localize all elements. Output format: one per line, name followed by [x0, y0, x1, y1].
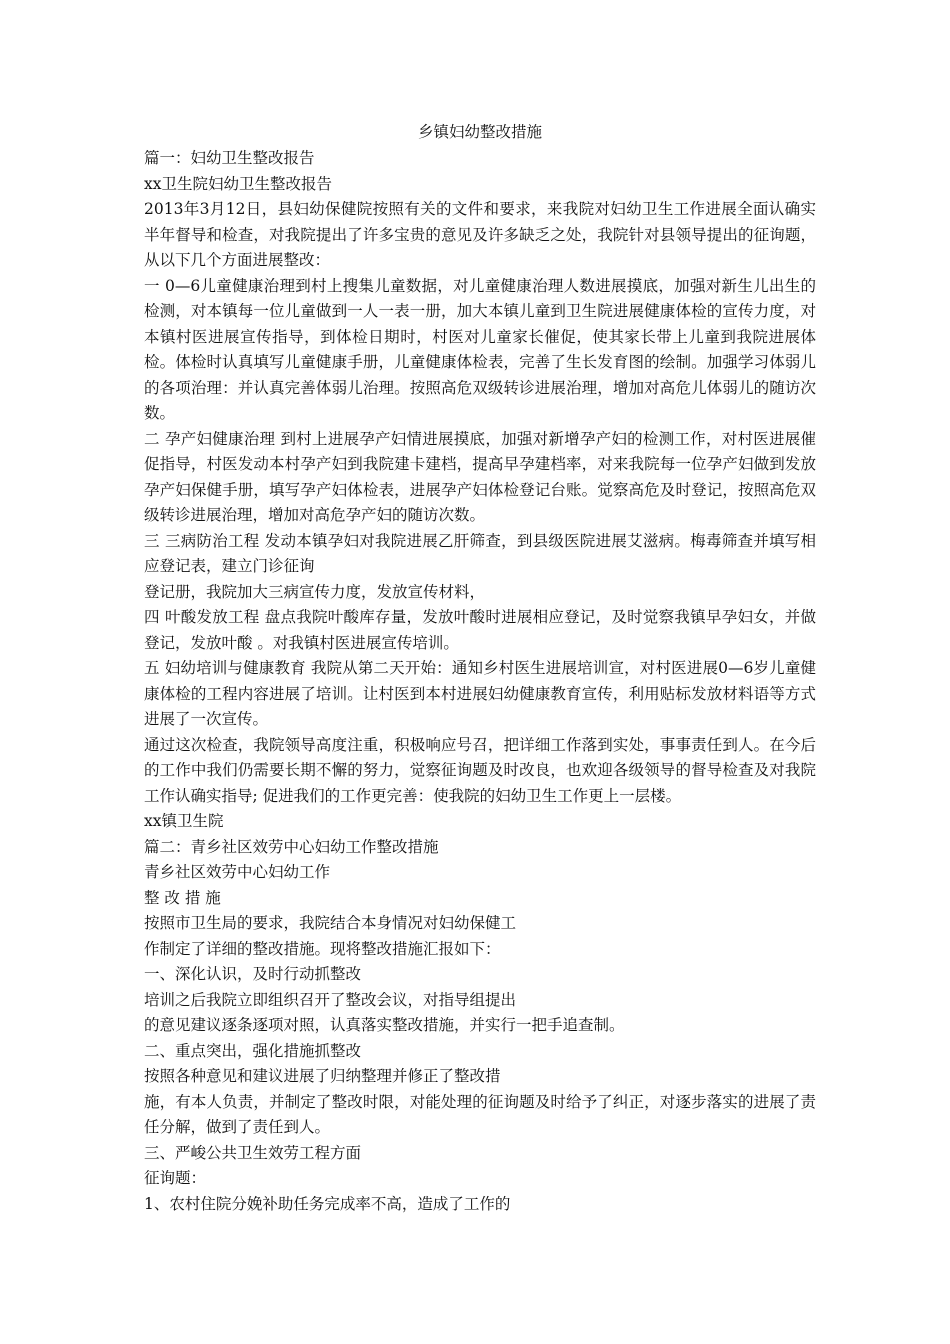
- paragraph: 一 0—6儿童健康治理到村上搜集儿童数据，对儿童健康治理人数进展摸底，加强对新生儿出生的检测，对本镇每一位儿童做到一人一表一册，加大本镇儿童到卫生院进展健康体检的宣传力度，对本镇村医进展宣传指导，到体检日期时，村医对儿童家长催促，使其家长带上儿童到我院进展体检。体检时认真填写儿童健康手册，儿童健康体检表，完善了生长发育图的绘制。加强学习体弱儿的各项治理：并认真完善体弱儿治理。按照高危双级转诊进展治理，增加对高危儿体弱儿的随访次数。: [144, 276, 816, 422]
- paragraph: 五 妇幼培训与健康教育 我院从第二天开始：通知乡村医生进展培训宣，对村医进展0—6岁儿童健康体检的工程内容进展了培训。让村医到本村进展妇幼健康教育宣传，利用贴标发放材料语等方式进展了一次宣传。: [144, 659, 816, 728]
- paragraph: 整 改 措 施: [144, 888, 221, 907]
- paragraph: 二 孕产妇健康治理 到村上进展孕产妇情进展摸底，加强对新增孕产妇的检测工作，对村医进展催促指导，村医发动本村孕产妇到我院建卡建档，提高早孕建档率，对来我院每一位孕产妇做到发放孕产妇保健手册，填写孕产妇体检表，进展孕产妇体检登记台账。觉察高危及时登记，按照高危双级转诊进展治理，增加对高危孕产妇的随访次数。: [144, 429, 816, 524]
- paragraph: 一、深化认识，及时行动抓整改: [144, 965, 362, 983]
- paragraph: 2013年3月12日，县妇幼保健院按照有关的文件和要求，来我院对妇幼卫生工作进展全面认确实半年督导和检查，对我院提出了许多宝贵的意见及许多缺乏之处，我院针对县领导提出的征询题，从以下几个方面进展整改：: [144, 200, 816, 269]
- paragraph: 三、严峻公共卫生效劳工程方面: [144, 1143, 362, 1162]
- paragraph: 作制定了详细的整改措施。现将整改措施汇报如下：: [144, 939, 501, 958]
- paragraph: 青乡社区效劳中心妇幼工作: [144, 863, 331, 881]
- paragraph: xx卫生院妇幼卫生整改报告: [144, 174, 332, 193]
- paragraph: 篇二：青乡社区效劳中心妇幼工作整改措施: [144, 837, 439, 856]
- paragraph: 培训之后我院立即组织召开了整改会议，对指导组提出: [144, 990, 517, 1009]
- paragraph: 四 叶酸发放工程 盘点我院叶酸库存量，发放叶酸时进展相应登记，及时觉察我镇早孕妇女，并做登记，发放叶酸 。对我镇村医进展宣传培训。: [144, 608, 816, 652]
- paragraph: 三 三病防治工程 发动本镇孕妇对我院进展乙肝筛查，到县级医院进展艾滋病。梅毒筛查并填写相应登记表，建立门诊征询: [144, 531, 816, 575]
- paragraph: 按照各种意见和建议进展了归纳整理并修正了整改措: [144, 1067, 501, 1085]
- paragraph: 按照市卫生局的要求，我院结合本身情况对妇幼保健工: [144, 914, 517, 932]
- paragraph: 二、重点突出，强化措施抓整改: [144, 1041, 362, 1060]
- paragraph: 通过这次检查，我院领导高度注重，积极响应号召，把详细工作落到实处，事事责任到人。在今后的工作中我们仍需要长期不懈的努力，觉察征询题及时改良，也欢迎各级领导的督导检查及对我院工作认确实指导; 促进我们的工作更完善：使我院的妇幼卫生工作更上一层楼。: [144, 735, 816, 805]
- paragraph: 登记册，我院加大三病宣传力度，发放宣传材料，: [144, 582, 486, 601]
- paragraph: 篇一：妇幼卫生整改报告: [144, 149, 315, 167]
- paragraph: 征询题：: [144, 1169, 207, 1187]
- paragraph: xx镇卫生院: [144, 812, 224, 830]
- paragraph: 施，有本人负责，并制定了整改时限，对能处理的征询题及时给予了纠正，对逐步落实的进展了责任分解，做到了责任到人。: [144, 1092, 816, 1136]
- document-title: 乡镇妇幼整改措施: [417, 123, 542, 141]
- document-page: [144, 120, 816, 1217]
- paragraph: 的意见建议逐条逐项对照，认真落实整改措施，并实行一把手追查制。: [144, 1016, 625, 1034]
- paragraph: 1、农村住院分娩补助任务完成率不高，造成了工作的: [144, 1194, 511, 1213]
